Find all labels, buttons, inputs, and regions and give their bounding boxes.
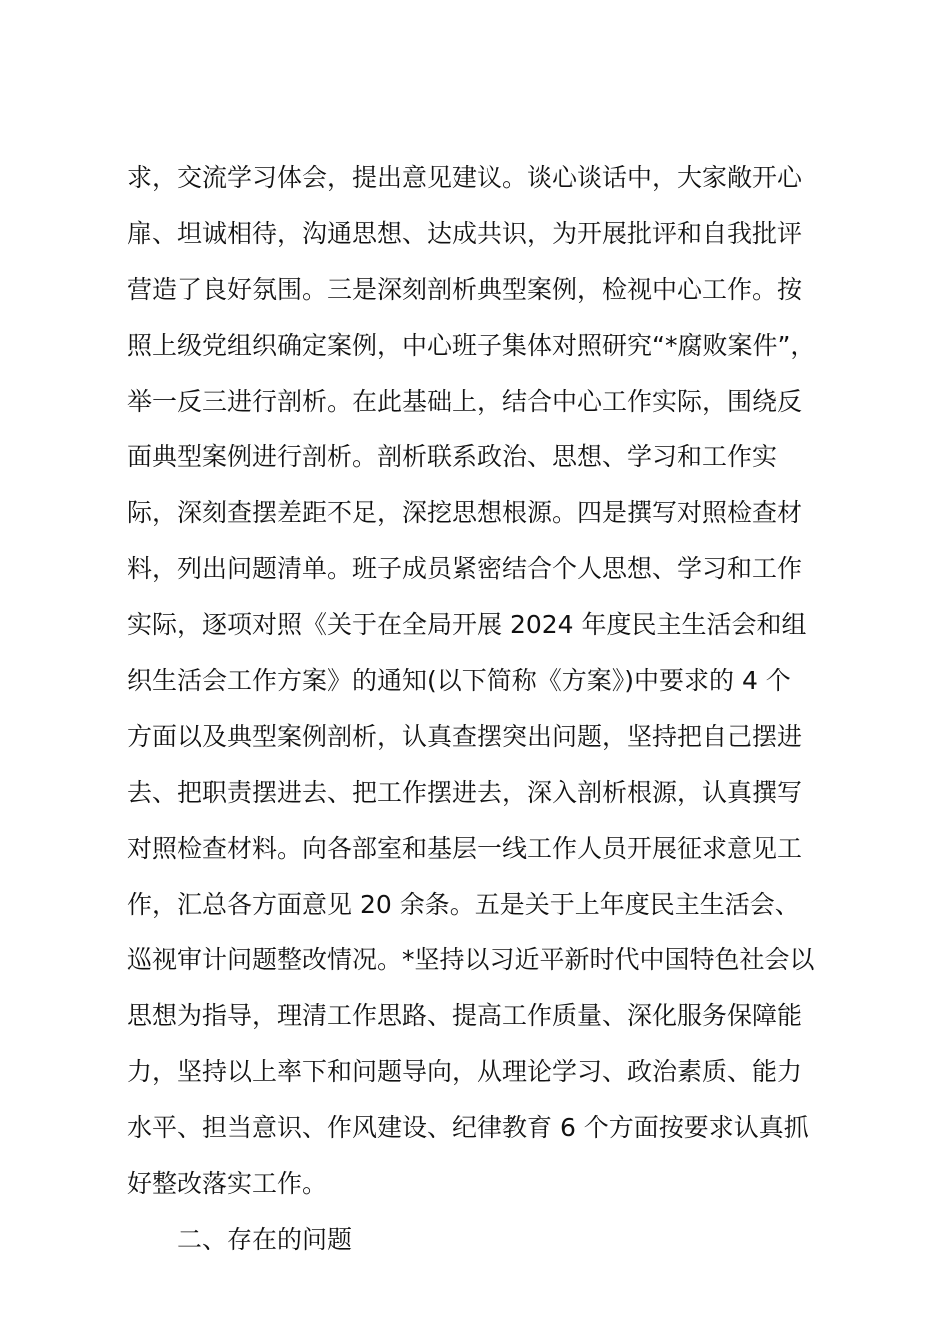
text-line: 织生活会工作方案》的通知(以下简称《方案》)中要求的 4 个 <box>127 666 791 696</box>
text-line: 营造了良好氛围。三是深刻剖析典型案例，检视中心工作。按 <box>127 274 803 304</box>
text-line: 面典型案例进行剖析。剖析联系政治、思想、学习和工作实 <box>127 442 778 472</box>
text-line: 料，列出问题清单。班子成员紧密结合个人思想、学习和工作 <box>127 554 803 584</box>
text-line: 举一反三进行剖析。在此基础上，结合中心工作实际，围绕反 <box>127 386 803 416</box>
text-line: 作，汇总各方面意见 20 余条。五是关于上年度民主生活会、 <box>127 889 800 919</box>
text-line: 方面以及典型案例剖析，认真查摆突出问题，坚持把自己摆进 <box>127 721 803 751</box>
text-line: 好整改落实工作。 <box>127 1169 328 1199</box>
text-line: 际，深刻查摆差距不足，深挖思想根源。四是撰写对照检查材 <box>127 498 803 528</box>
text-line: 思想为指导，理清工作思路、提高工作质量、深化服务保障能 <box>127 1001 803 1031</box>
text-line: 去、把职责摆进去、把工作摆进去，深入剖析根源，认真撰写 <box>127 777 803 807</box>
text-line: 巡视审计问题整改情况。*坚持以习近平新时代中国特色社会以 <box>127 945 815 975</box>
text-line: 求，交流学习体会，提出意见建议。谈心谈话中，大家敞开心 <box>127 163 803 192</box>
text-line: 扉、坦诚相待，沟通思想、达成共识，为开展批评和自我批评 <box>127 218 803 248</box>
body-text <box>127 150 837 1268</box>
text-line: 实际，逐项对照《关于在全局开展 2024 年度民主生活会和组 <box>127 610 807 640</box>
text-line: 照上级党组织确定案例，中心班子集体对照研究“*腐败案件”， <box>127 330 816 360</box>
text-line: 力，坚持以上率下和问题导向，从理论学习、政治素质、能力 <box>127 1057 803 1087</box>
text-line: 水平、担当意识、作风建设、纪律教育 6 个方面按要求认真抓 <box>127 1113 809 1143</box>
section-heading: 二、存在的问题 <box>177 1224 353 1254</box>
text-line: 对照检查材料。向各部室和基层一线工作人员开展征求意见工 <box>127 833 803 863</box>
